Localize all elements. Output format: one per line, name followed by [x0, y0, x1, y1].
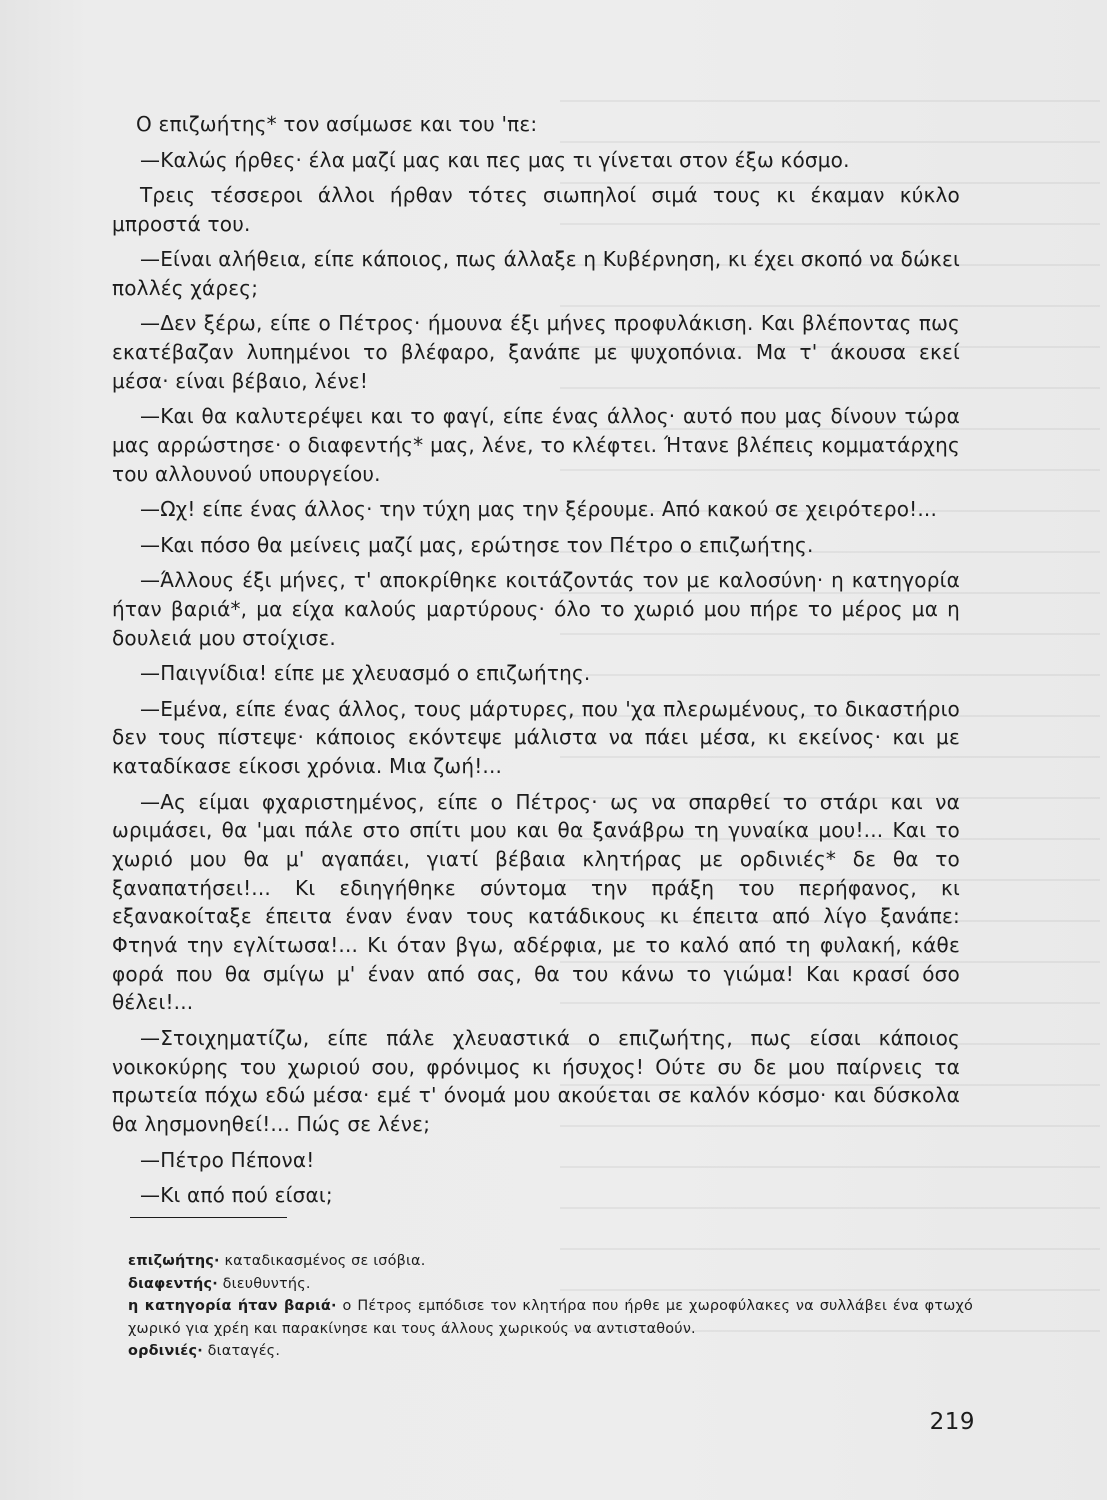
paragraph: —Παιγνίδια! είπε με χλευασμό ο επιζωήτης.: [140, 661, 591, 686]
paragraph: —Ας είμαι φχαριστημένος, είπε ο Πέτρος· ως να σπαρθεί το στάρι και να ωριμάσει, θα 'μαι πάλε στο σπίτι μου και θα ξανάβρω τη γυναίκα μου!... Και το χωριό μου θα μ' αγαπάει, γιατί βέβαια κλητήρας με ορδινιές* δε θα το ξαναπατήσει!... Κι εδιηγήθηκε σύντομα την πράξη του περήφανος, κι εξανακοίταξε έπειτα έναν έναν τους κατάδικους κι έπειτα από λίγο ξανάπε: Φτηνά την εγλίτωσα!... Κι όταν βγω, αδέρφια, με το καλό από τη φυλακή, κάθε φορά που θα σμίγω μ' έναν από σας, θα του κάνω το γιώμα! Και κρασί όσο θέλει!...: [112, 789, 960, 1015]
footnote-term: διαφεντής·: [128, 1275, 218, 1292]
paragraph: —Δεν ξέρω, είπε ο Πέτρος· ήμουνα έξι μήνες προφυλάκιση. Και βλέποντας πως εκατέβαζαν λυπημένοι το βλέφαρο, ξανάπε με ψυχοπόνια. Μα τ' άκουσα εκεί μέσα· είναι βέβαιο, λένε!: [112, 311, 960, 393]
paragraph: —Πέτρο Πέπονα!: [140, 1147, 315, 1172]
paragraph: —Άλλους έξι μήνες, τ' αποκρίθηκε κοιτάζοντάς τον με καλοσύνη· η κατηγορία ήταν βαριά*, μα είχα καλούς μαρτύρους· όλο το χωριό μου πήρε το μέρος μα η δουλειά μου στοίχισε.: [112, 568, 960, 650]
footnote: [128, 1340, 973, 1363]
paragraph: Τρεις τέσσεροι άλλοι ήρθαν τότες σιωπηλοί σιμά τους κι έκαμαν κύκλο μπροστά του.: [112, 183, 960, 236]
paragraph: Ο επιζωήτης* τον ασίμωσε και του 'πε:: [136, 112, 538, 136]
footnotes: [128, 1250, 973, 1363]
paragraph: —Εμένα, είπε ένας άλλος, τους μάρτυρες, που 'χα πλερωμένους, το δικαστήριο δεν τους πίστεψε· κάποιος εκόντεψε μάλιστα να πάει μέσα, κι εκείνος· και με καταδίκασε είκοσι χρόνια. Μια ζωή!...: [112, 696, 960, 779]
footnote-text: διευθυντής.: [217, 1275, 311, 1292]
page-number: 219: [929, 1409, 975, 1435]
paragraph: —Και πόσο θα μείνεις μαζί μας, ερώτησε τον Πέτρο ο επιζωήτης.: [140, 532, 814, 557]
paragraph: —Ωχ! είπε ένας άλλος· την τύχη μας την ξέρουμε. Από κακού σε χειρότερο!...: [140, 497, 938, 522]
footnote-text: καταδικασμένος σε ισόβια.: [219, 1253, 426, 1269]
paragraph: —Στοιχηματίζω, είπε πάλε χλευαστικά ο επιζωήτης, πως είσαι κάποιος νοικοκύρης του χωριού σου, φρόνιμος κι ήσυχος! Ούτε συ δε μου παίρνεις τα πρωτεία πόχω εδώ μέσα· εμέ τ' όνομά μου ακούεται σε καλόν κόσμο· και δύσκολα θα λησμονηθεί!... Πώς σε λένε;: [112, 1025, 960, 1137]
footnote-term: ορδινιές·: [128, 1343, 203, 1360]
footnote: [128, 1273, 973, 1296]
footnote-term: επιζωήτης·: [128, 1253, 220, 1269]
main-text: [112, 110, 960, 1217]
paragraph: —Και θα καλυτερέψει και το φαγί, είπε ένας άλλος· αυτό που μας δίνουν τώρα μας αρρώστησε· ο διαφεντής* μας, λένε, το κλέφτει. Ήτανε βλέπεις κομματάρχης του αλλουνού υπουργείου.: [112, 404, 960, 486]
footnote: [128, 1250, 973, 1273]
paragraph: —Καλώς ήρθες· έλα μαζί μας και πες μας τι γίνεται στον έξω κόσμο.: [140, 147, 850, 172]
footnote-text: διαταγές.: [202, 1343, 281, 1360]
paragraph: —Είναι αλήθεια, είπε κάποιος, πως άλλαξε η Κυβέρνηση, κι έχει σκοπό να δώκει πολλές χάρες;: [112, 247, 960, 300]
paragraph: —Κι από πού είσαι;: [140, 1183, 333, 1208]
footnote-text: ο Πέτρος εμπόδισε τον κλητήρα που ήρθε με χωροφύλακες να συλλάβει ένα φτωχό χωρικό για χρέη και παρακίνησε και τους άλλους χωρικούς να αντισταθούν.: [128, 1298, 973, 1337]
footnote-separator: [130, 1217, 287, 1218]
footnote-term: η κατηγορία ήταν βαριά·: [128, 1298, 337, 1315]
footnote: [128, 1295, 973, 1340]
